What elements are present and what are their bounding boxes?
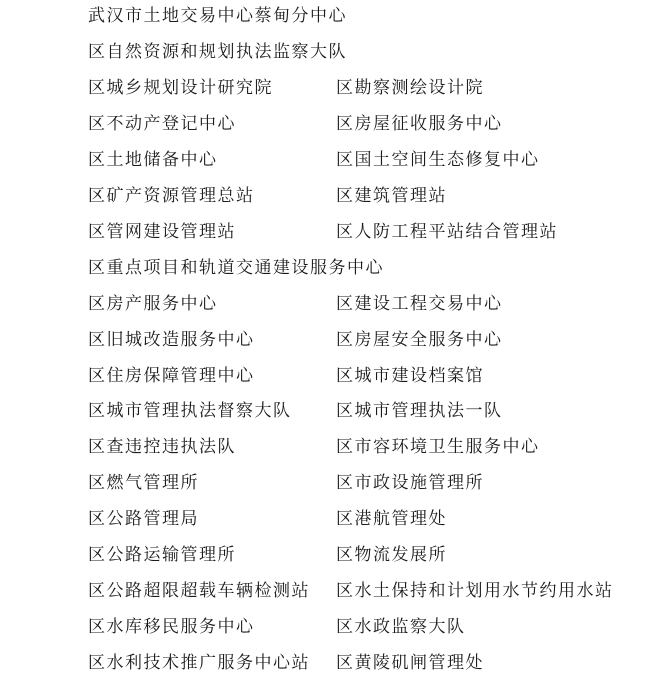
entry-right: 区港航管理处 xyxy=(336,509,447,530)
entry-left: 区自然资源和规划执法监察大队 xyxy=(88,41,347,62)
entry-left: 区住房保障管理中心 xyxy=(88,365,255,386)
entry-left: 区公路运输管理所 xyxy=(88,545,236,566)
entry-right: 区市容环境卫生服务中心 xyxy=(336,437,540,458)
entry-left: 区查违控违执法队 xyxy=(88,437,236,458)
entry-left: 区不动产登记中心 xyxy=(88,113,236,134)
entry-right: 区城市建设档案馆 xyxy=(336,365,484,386)
entry-right: 区城市管理执法一队 xyxy=(336,401,503,422)
entry-left: 区公路超限超载车辆检测站 xyxy=(88,581,310,602)
entry-left: 区管网建设管理站 xyxy=(88,221,236,242)
entry-right: 区水土保持和计划用水节约用水站 xyxy=(336,581,614,602)
entry-right: 区房屋征收服务中心 xyxy=(336,113,503,134)
entry-right: 区黄陵矶闸管理处 xyxy=(336,653,484,674)
entry-left: 武汉市土地交易中心蔡甸分中心 xyxy=(88,6,347,26)
entry-left: 区水库移民服务中心 xyxy=(88,617,255,638)
entry-right: 区建设工程交易中心 xyxy=(336,293,503,314)
entry-right: 区房屋安全服务中心 xyxy=(336,329,503,350)
entry-left: 区燃气管理所 xyxy=(88,473,199,494)
entry-left: 区土地储备中心 xyxy=(88,149,218,170)
entry-left: 区矿产资源管理总站 xyxy=(88,185,255,206)
entry-left: 区城市管理执法督察大队 xyxy=(88,401,292,422)
entry-left: 区公路管理局 xyxy=(88,509,199,530)
entry-right: 区建筑管理站 xyxy=(336,185,447,206)
entry-left: 区重点项目和轨道交通建设服务中心 xyxy=(88,257,384,278)
entry-right: 区勘察测绘设计院 xyxy=(336,77,484,98)
entry-right: 区国土空间生态修复中心 xyxy=(336,149,540,170)
entry-right: 区水政监察大队 xyxy=(336,617,466,638)
entry-left: 区旧城改造服务中心 xyxy=(88,329,255,350)
entry-right: 区物流发展所 xyxy=(336,545,447,566)
entry-left: 区房产服务中心 xyxy=(88,293,218,314)
entry-right: 区人防工程平站结合管理站 xyxy=(336,221,558,242)
entry-right: 区市政设施管理所 xyxy=(336,473,484,494)
entry-left: 区水利技术推广服务中心站 xyxy=(88,653,310,674)
entry-left: 区城乡规划设计研究院 xyxy=(88,77,273,98)
